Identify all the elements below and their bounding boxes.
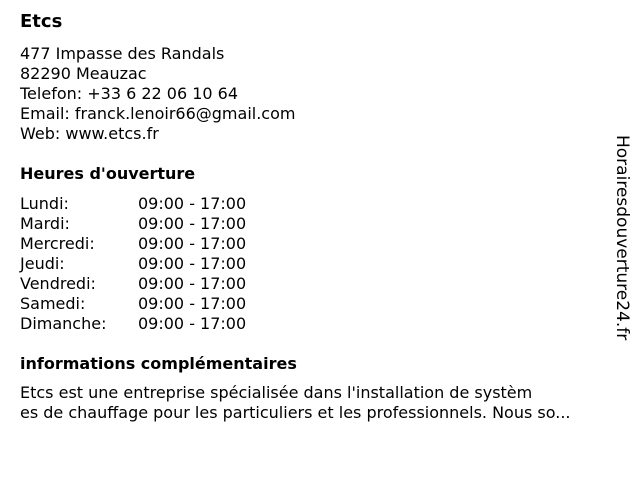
hours-time: 09:00 - 17:00 bbox=[138, 294, 247, 313]
hours-day: Dimanche: bbox=[20, 314, 107, 333]
hours-time: 09:00 - 17:00 bbox=[138, 214, 247, 233]
hours-row-tuesday bbox=[20, 214, 246, 234]
hours-row-sunday bbox=[20, 314, 246, 334]
phone-line: Telefon: +33 6 22 06 10 64 bbox=[20, 84, 239, 103]
hours-time: 09:00 - 17:00 bbox=[138, 234, 247, 253]
additional-info-text bbox=[20, 383, 620, 423]
hours-day: Mercredi: bbox=[20, 234, 95, 253]
site-watermark: Horairesdouverture24.fr bbox=[612, 135, 632, 341]
hours-day: Lundi: bbox=[20, 194, 69, 213]
contact-block bbox=[20, 44, 295, 144]
additional-info-heading: informations complémentaires bbox=[20, 354, 297, 373]
hours-time: 09:00 - 17:00 bbox=[138, 254, 247, 273]
address-line-2: 82290 Meauzac bbox=[20, 64, 147, 83]
hours-row-saturday bbox=[20, 294, 246, 314]
opening-hours-heading: Heures d'ouverture bbox=[20, 164, 196, 183]
hours-time: 09:00 - 17:00 bbox=[138, 274, 247, 293]
hours-time: 09:00 - 17:00 bbox=[138, 314, 247, 333]
web-line: Web: www.etcs.fr bbox=[20, 124, 159, 143]
hours-time: 09:00 - 17:00 bbox=[138, 194, 247, 213]
hours-day: Mardi: bbox=[20, 214, 70, 233]
hours-row-friday bbox=[20, 274, 246, 294]
hours-day: Jeudi: bbox=[20, 254, 65, 273]
address-line-1: 477 Impasse des Randals bbox=[20, 44, 225, 63]
info-text-line-1: Etcs est une entreprise spécialisée dans l'installation de systèm bbox=[20, 383, 533, 402]
email-line: Email: franck.lenoir66@gmail.com bbox=[20, 104, 296, 123]
opening-hours-table bbox=[20, 194, 246, 334]
hours-day: Vendredi: bbox=[20, 274, 96, 293]
hours-day: Samedi: bbox=[20, 294, 86, 313]
info-text-line-2: es de chauffage pour les particuliers et les professionnels. Nous so... bbox=[20, 403, 571, 422]
hours-row-wednesday bbox=[20, 234, 246, 254]
company-name: Etcs bbox=[20, 11, 63, 32]
hours-row-thursday bbox=[20, 254, 246, 274]
hours-row-monday bbox=[20, 194, 246, 214]
